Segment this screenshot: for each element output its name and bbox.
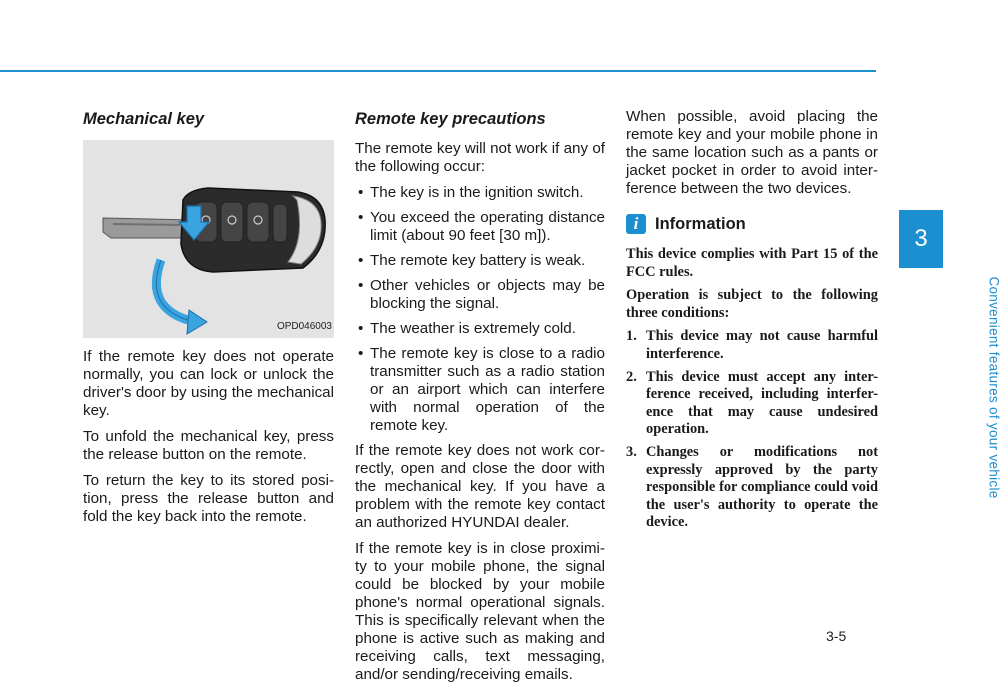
list-item: • The key is in the ignition switch. — [355, 184, 605, 202]
list-text: This device may not cause harmful interference. — [646, 328, 878, 362]
section-heading-remote-key-precautions: Remote key precautions — [355, 110, 546, 128]
figure-code: OPD046003 — [276, 321, 332, 332]
paragraph: This device complies with Part 15 of the FCC rules. — [626, 246, 878, 280]
list-item — [626, 444, 878, 532]
information-title: Information — [655, 215, 746, 233]
list-text: This device must accept any inter-ference received, including interfer-ence that may cause undesired operation. — [646, 368, 878, 438]
information-body — [626, 246, 878, 532]
chapter-tab: 3 — [899, 210, 943, 268]
list-text: Changes or modifications not expressly approved by the party responsible for compliance could void the user's authority to operate the device. — [646, 443, 878, 531]
list-number: 1. — [626, 328, 637, 345]
section-heading-mechanical-key: Mechanical key — [83, 110, 205, 128]
paragraph: The remote key will not work if any of the following occur: — [355, 140, 605, 175]
header-rule — [0, 70, 876, 72]
column-mechanical-key — [83, 108, 334, 534]
paragraph: If the remote key is in close proximi-ty to your mobile phone, the signal could be blocked by your mobile phone's normal operational signals. This is specifically relevant when the phone is active such as making and receiving calls, text messaging, and/or sending/receiving emails. — [355, 540, 605, 683]
chapter-side-title: Convenient features of your vehicle — [986, 276, 1002, 499]
paragraph: If the remote key does not work cor-rectly, open and close the door with the mechanical key. If you have a problem with the remote key contact an authorized HYUNDAI dealer. — [355, 442, 605, 531]
list-item: • The remote key is close to a radio transmitter such as a radio station or an airport which can interfere with normal operation of the remote key. — [355, 345, 605, 435]
column-remote-key-precautions — [355, 108, 605, 692]
list-item: • You exceed the operating distance limit (about 90 feet [30 m]). — [355, 209, 605, 245]
paragraph: To unfold the mechanical key, press the release button on the remote. — [83, 428, 334, 463]
paragraph: When possible, avoid placing the remote key and your mobile phone in the same location such as a pants or jacket pocket in order to avoid inter-ference between the two devices. — [626, 108, 878, 197]
list-item: • The remote key battery is weak. — [355, 252, 605, 270]
list-number: 3. — [626, 443, 637, 460]
page-number: 3-5 — [826, 628, 847, 644]
conditions-list — [626, 328, 878, 532]
paragraph: To return the key to its stored posi-tion, press the release button and fold the key back into the remote. — [83, 472, 334, 525]
remote-key-figure — [83, 140, 334, 338]
list-item — [626, 328, 878, 363]
information-heading — [626, 212, 878, 236]
list-number: 2. — [626, 368, 637, 385]
info-icon: i — [626, 214, 646, 234]
precautions-list — [355, 184, 605, 435]
paragraph: If the remote key does not operate normally, you can lock or unlock the driver's door by using the mechanical key. — [83, 348, 334, 419]
list-item — [626, 369, 878, 439]
list-item: • Other vehicles or objects may be blocking the signal. — [355, 277, 605, 313]
list-item: • The weather is extremely cold. — [355, 320, 605, 338]
remote-key-illustration — [83, 140, 334, 338]
paragraph: Operation is subject to the following three conditions: — [626, 287, 878, 321]
column-information — [626, 108, 878, 537]
